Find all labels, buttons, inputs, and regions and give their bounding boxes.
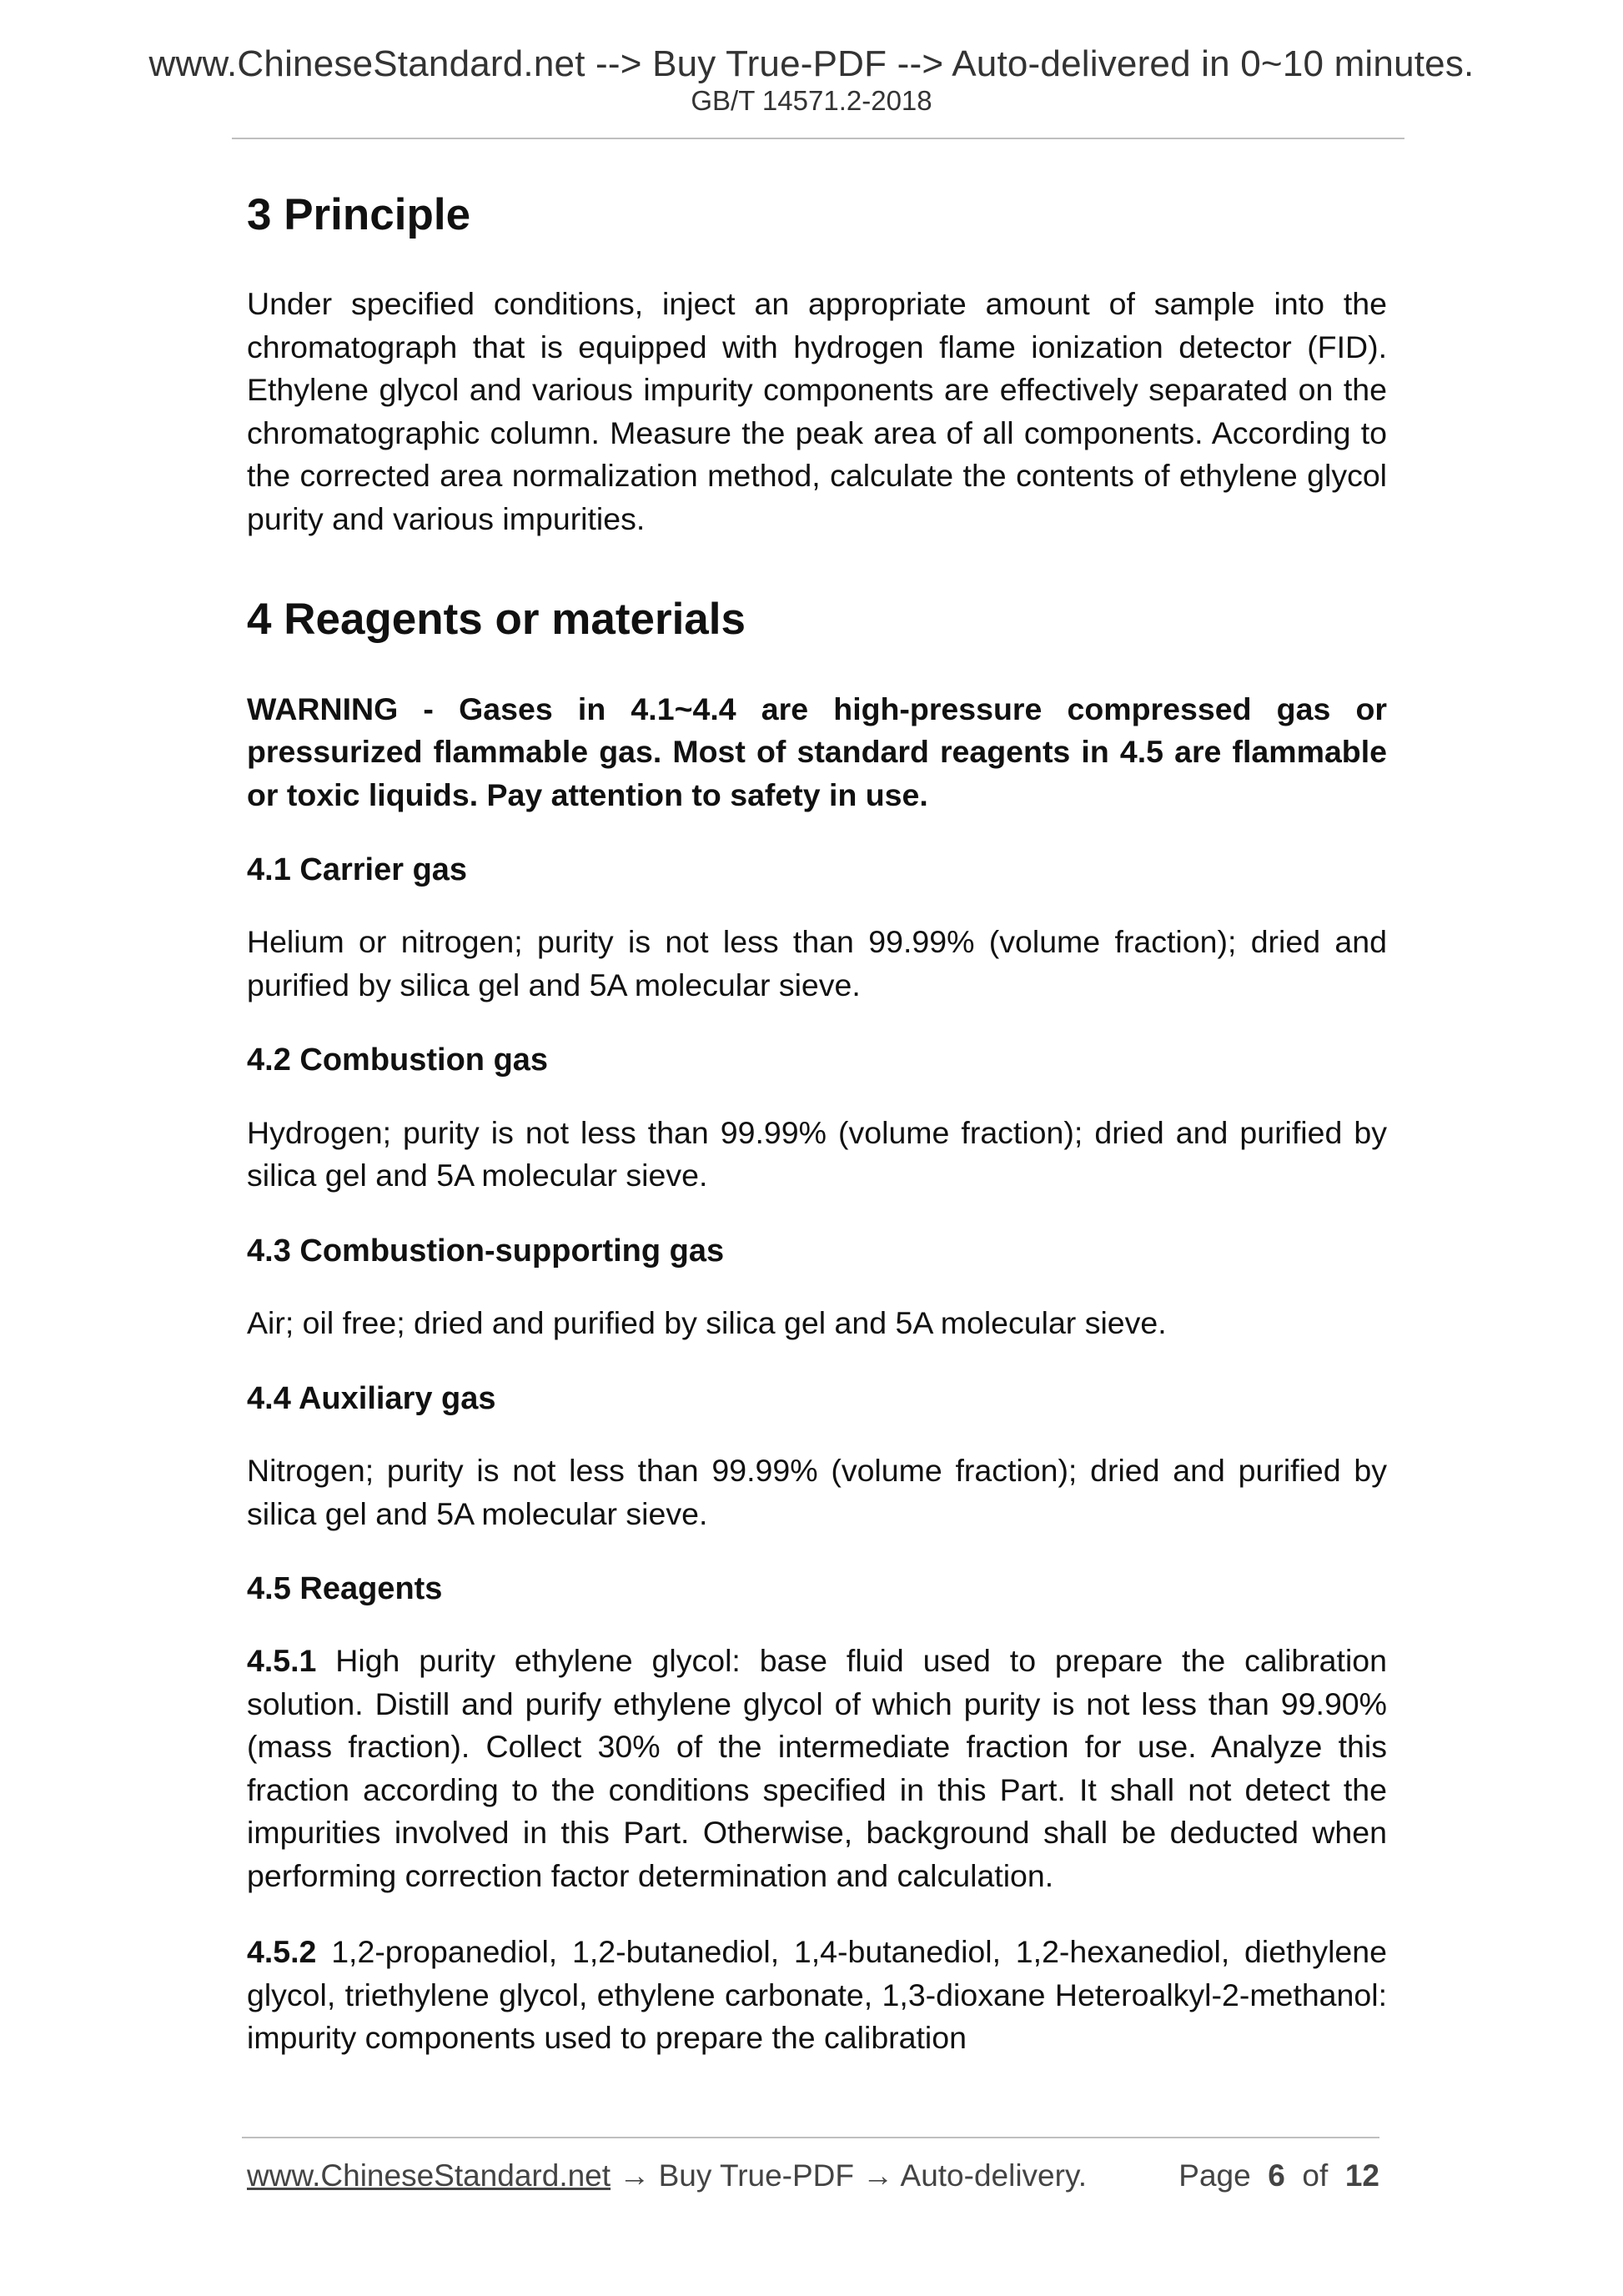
site-banner: www.ChineseStandard.net --> Buy True-PDF --> Auto-delivered in 0~10 minutes. xyxy=(148,43,1475,84)
section-4-5-2-paragraph xyxy=(247,1931,1387,2060)
section-4-3-paragraph: Air; oil free; dried and purified by silica gel and 5A molecular sieve. xyxy=(247,1305,1167,1341)
of-label: of xyxy=(1302,2158,1329,2193)
footer-divider xyxy=(242,2137,1379,2138)
page-content xyxy=(247,188,1387,2093)
document-code: GB/T 14571.2-2018 xyxy=(691,85,932,116)
clause-text: High purity ethylene glycol: base fluid used to prepare the calibration solution. Distill and purify ethylene glycol of which purity is not less than 99.90% (mass fraction). Collect 30% of the intermediate fraction for use. Analyze this fraction according to the conditions specified in this Part. It shall not detect the impurities involved in this Part. Otherwise, background shall be deducted when performing correction factor determination and calculation. xyxy=(247,1643,1387,1893)
section-3-title: 3 Principle xyxy=(247,190,471,239)
page-indicator xyxy=(1178,2158,1379,2193)
section-4-3-title: 4.3 Combustion-supporting gas xyxy=(247,1233,725,1269)
section-4-4-paragraph: Nitrogen; purity is not less than 99.99% (volume fraction); dried and purified by silica gel and 5A molecular sieve. xyxy=(247,1453,1387,1531)
page-label: Page xyxy=(1178,2158,1251,2193)
clause-number: 4.5.2 xyxy=(247,1934,317,1970)
header-divider xyxy=(232,138,1404,139)
clause-number: 4.5.1 xyxy=(247,1643,317,1679)
section-4-5-1-paragraph xyxy=(247,1640,1387,1897)
section-4-2-paragraph: Hydrogen; purity is not less than 99.99% (volume fraction); dried and purified by silica gel and 5A molecular sieve. xyxy=(247,1114,1387,1193)
page-total: 12 xyxy=(1344,2158,1379,2193)
section-4-5-title: 4.5 Reagents xyxy=(247,1571,443,1607)
warning-paragraph: WARNING - Gases in 4.1~4.4 are high-pressure compressed gas or pressurized flammable gas. Most of standard reagents in 4.5 are flammable or toxic liquids. Pay attention to safety in use. xyxy=(247,691,1387,812)
footer-site-link[interactable]: www.ChineseStandard.net xyxy=(247,2158,611,2193)
section-4-1-title: 4.1 Carrier gas xyxy=(247,852,468,887)
section-4-4-title: 4.4 Auxiliary gas xyxy=(247,1380,496,1416)
page-footer xyxy=(247,2158,1379,2193)
section-4-1-paragraph: Helium or nitrogen; purity is not less than 99.99% (volume fraction); dried and purified by silica gel and 5A molecular sieve. xyxy=(247,924,1387,1002)
clause-text: 1,2-propanediol, 1,2-butanediol, 1,4-butanediol, 1,2-hexanediol, diethylene glycol, triethylene glycol, ethylene carbonate, 1,3-dioxane Heteroalkyl-2-methanol: impurity components used to prepare the calibration xyxy=(247,1934,1387,2056)
section-4-title: 4 Reagents or materials xyxy=(247,595,746,645)
section-3-paragraph: Under specified conditions, inject an appropriate amount of sample into the chromatograph that is equipped with hydrogen flame ionization detector (FID). Ethylene glycol and various impurity components are effectively separated on the chromatographic column. Measure the peak area of all components. According to the corrected area normalization method, calculate the contents of ethylene glycol purity and various impurities. xyxy=(247,286,1387,536)
page-number: 6 xyxy=(1268,2158,1285,2193)
footer-text: → Buy True-PDF → Auto-delivery. xyxy=(611,2158,1087,2193)
section-4-2-title: 4.2 Combustion gas xyxy=(247,1042,549,1078)
